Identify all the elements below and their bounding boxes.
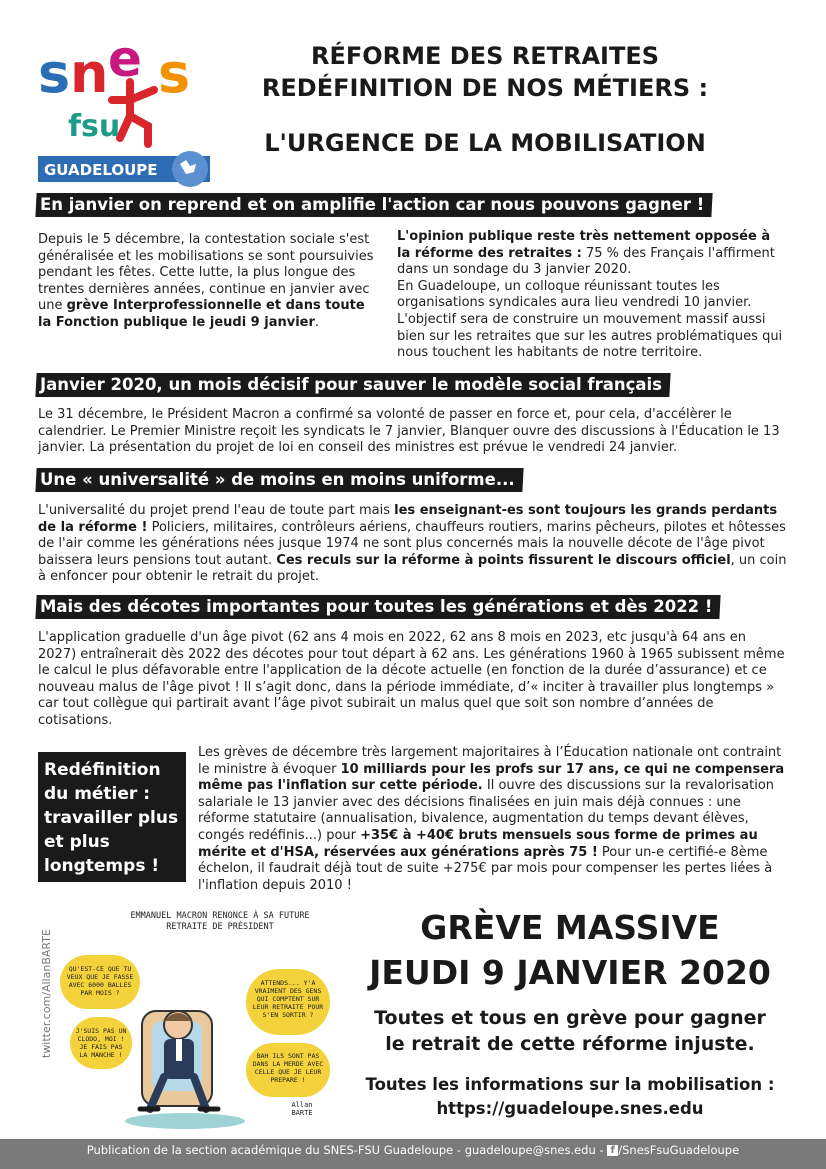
title-line-3: L'URGENCE DE LA MOBILISATION <box>264 129 706 157</box>
strike-sub-2: le retrait de cette réforme injuste. <box>385 1033 755 1055</box>
section-1-left-text: Depuis le 5 décembre, la contestation sociale s'est généralisée et les mobilisations se sont poursuivies pendant les fêtes. Cette lutte, la plus longue des trentes dernières années, continue en janvier avec une grève Interprofessionnelle et dans toute la Fonction publique le jeudi 9 janvier. <box>38 232 374 330</box>
cartoon <box>60 905 330 1135</box>
svg-text:fsu: fsu <box>68 109 121 144</box>
svg-text:s: s <box>158 42 191 105</box>
speech-bubble-3: ATTENDS... Y'A VRAIMENT DES GENS QUI COMPTENT SUR LEUR RETRAITE POUR S'EN SORTIR ? <box>246 969 330 1035</box>
twitter-credit: twitter.com/AllanBARTE <box>40 929 53 1058</box>
strike-sub-1: Toutes et tous en grève pour gagner <box>374 1007 766 1029</box>
macron-illustration <box>120 991 250 1131</box>
section-4-text: L'application graduelle d'un âge pivot (62 ans 4 mois en 2022, 62 ans 8 mois en 2023, etc jusqu'à 64 ans en 2027) entraînerait dès 2022 des décotes pour tout départ à 62 ans. Les générations 1960 à 1965 subissent même le calcul le plus défavorable entre l'application de la décote actuelle (en fonction de la durée d’assurance) et ce nouveau malus de l'âge pivot ! Il s’agit donc, dans la période immédiate, d’« inciter à travailler plus longtemps » car tout collègue qui partirait avant l’âge pivot subirait un malus quel que soit son nombre d’années de cotisations. <box>38 630 785 728</box>
title-line-2: REDÉFINITION DE NOS MÉTIERS : <box>261 74 709 102</box>
section-5-text: Les grèves de décembre très largement majoritaires à l’Éducation nationale ont contraint le ministre à évoquer 10 milliards pour les profs sur 17 ans, ce qui ne compensera même pas l'inflation sur cette période. Il ouvre des discussions sur la revalorisation salariale le 13 janvier avec des décisions finalisées en juin mais déjà connues : une réforme statutaire (annualisation, bivalence, augmentation du temps devant élèves, congés redéfinis...) pour +35€ à +40€ bruts mensuels sous forme de primes au mérite et d'HSA, réservées aux générations après 75 ! Pour un-e certifié-e 8ème échelon, il faudrait déjà tout de suite +275€ par mois pour compenser les pertes liées à l'inflation depuis 2010 ! <box>198 745 785 893</box>
section-1-right-text: L'opinion publique reste très nettement opposée à la réforme des retraites : 75 % des Français l'affirment dans un sondage du 3 janvier 2020. En Guadeloupe, un colloque réunissant toutes les organisations syndicales aura lieu vendredi 10 janvier. L'objectif sera de construire un mouvement massif aussi bien sur les retraites que sur les autres problématiques qui nous touchent les habitants de notre territoire. <box>397 229 783 361</box>
section-2-text: Le 31 décembre, le Président Macron a confirmé sa volonté de passer en force et, pour cela, d'accélèrer le calendrier. Le Premier Ministre reçoit les syndicats le 7 janvier, Blanquer ouvre des discussions à l'Éducation le 13 janvier. La présentation du projet de loi en conseil des ministres est prévue le vendredi 24 janvier. <box>38 407 780 456</box>
footer-social[interactable]: /SnesFsuGuadeloupe <box>618 1143 740 1157</box>
cartoon-caption: EMMANUEL MACRON RENONCE À SA FUTURE RETRAITE DE PRÉSIDENT <box>130 911 310 932</box>
section-2-heading: Janvier 2020, un mois décisif pour sauver le modèle social français <box>35 373 670 397</box>
section-1-heading: En janvier on reprend et on amplifie l'action car nous pouvons gagner ! <box>35 193 712 217</box>
cartoon-signature: Allan BARTE <box>291 1101 313 1117</box>
svg-text:s: s <box>38 42 71 105</box>
svg-text:GUADELOUPE: GUADELOUPE <box>44 161 158 179</box>
speech-bubble-4: BAH ILS SONT PAS DANS LA MERDE AVEC CELLE QUE JE LEUR PREPARE ! <box>246 1043 330 1097</box>
facebook-icon: f <box>607 1145 618 1156</box>
speech-bubble-2: J'SUIS PAS UN CLODO, MOI ! JE FAIS PAS LA MANCHE ! <box>70 1017 132 1069</box>
svg-text:n: n <box>70 42 109 105</box>
footer-text: Publication de la section académique du SNES-FSU Guadeloupe - guadeloupe@snes.edu - <box>86 1143 608 1157</box>
strike-link[interactable]: https://guadeloupe.snes.edu <box>436 1099 704 1118</box>
section-3-text: L'universalité du projet prend l'eau de toute part mais les enseignant-es sont toujours les grands perdants de la réforme ! Policiers, militaires, contrôleurs aériens, chauffeurs routiers, marins pêcheurs, pilotes et hôtesses de l'air comme les générations nées jusque 1974 ne sont plus concernés mais la nouvelle décote de l'âge pivot baissera leurs pensions tout autant. Ces reculs sur la réforme à points fissurent le discours officiel, un coin à enfoncer pour obtenir le retrait du projet. <box>38 503 787 585</box>
speech-bubble-1: QU'EST-CE QUE TU VEUX QUE JE FASSE AVEC 6000 BALLES PAR MOIS ? <box>60 955 140 1009</box>
section-4-heading: Mais des décotes importantes pour toutes les générations et dès 2022 ! <box>35 595 721 619</box>
strike-date: JEUDI 9 JANVIER 2020 <box>369 953 771 992</box>
strike-info: Toutes les informations sur la mobilisation : <box>365 1075 775 1094</box>
section-3-heading: Une « universalité » de moins en moins uniforme... <box>35 468 523 492</box>
svg-text:e: e <box>108 38 142 88</box>
redefinition-box: Redéfinition du métier : travailler plus et plus longtemps ! <box>38 752 186 882</box>
strike-title: GRÈVE MASSIVE <box>420 908 720 947</box>
title-line-1: RÉFORME DES RETRAITES <box>310 42 660 70</box>
footer <box>0 1139 826 1169</box>
snes-fsu-logo <box>38 38 213 190</box>
